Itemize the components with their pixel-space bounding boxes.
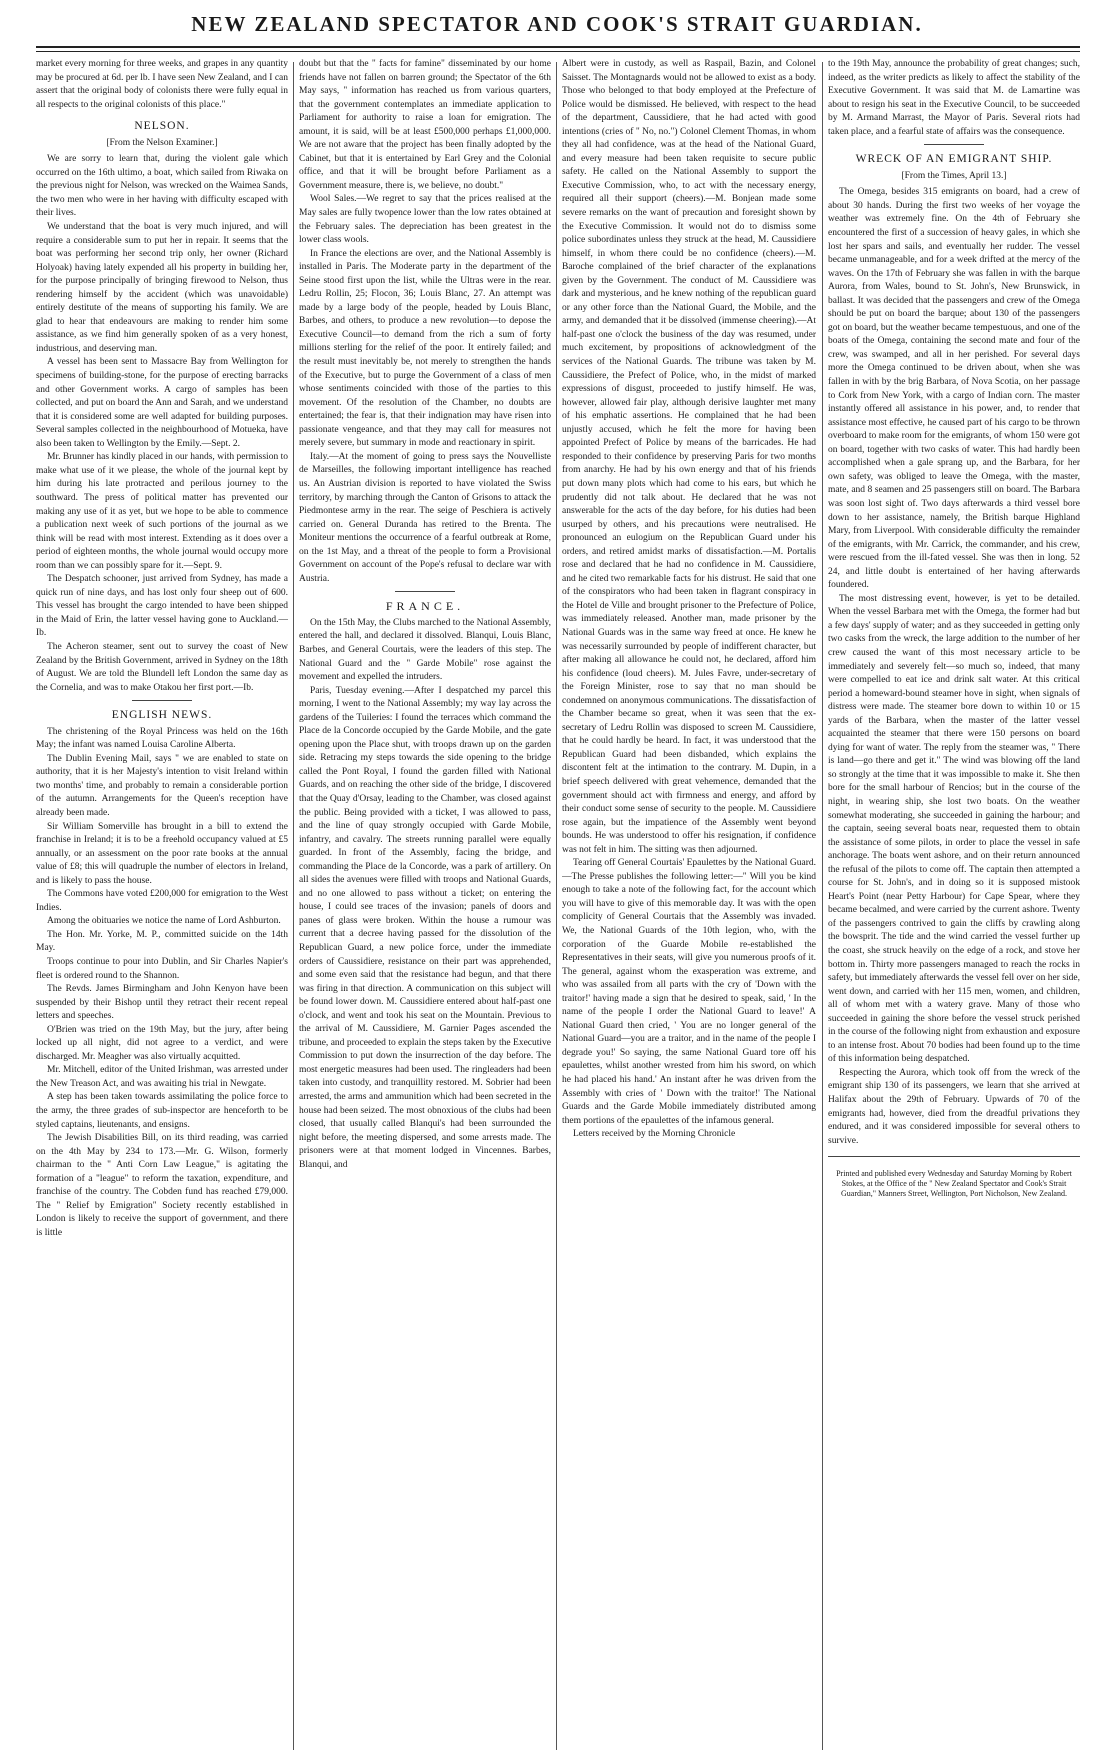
- article-paragraph: On the 15th May, the Clubs marched to the National Assembly, entered the hall, and declared it dissolved. Blanqui, Louis Blanc, Barbes, and General Courtais, were the leaders of this step. The National Guard and the " Garde Mobile" rose against the movement and expelled the intruders.: [299, 617, 551, 683]
- article-paragraph: In France the elections are over, and the National Assembly is installed in Paris. The Moderate party in the department of the Seine stood first upon the list, while the Ultras were in the rear. Ledru Rollin, 25; Flocon, 36; Louis Blanc, 27. An attempt was made by a large body of the people, headed by Louis Blanc, Barbes, and others, to produce a new revolution—to depose the Executive Council—to demand from the rich a sum of forty millions sterling for the relief of the poor. It entirely failed; and the result must inevitably be, not merely to strengthen the hands of the Executive, but to purge the Government of a class of men whose sentiments coincided with those of the parties to this movement. Of the resolution of the Chamber, no doubts are entertained; the fear is, that their indignation may have risen into passionate vengeance, and that they may call for measures not merely severe, but summary in mode and reactionary in spirit.: [299, 248, 551, 449]
- source-credit: [From the Times, April 13.]: [901, 170, 1007, 181]
- section-divider: [395, 591, 455, 592]
- article-paragraph: to the 19th May, announce the probability of great changes; such, indeed, as the writer predicts as likely to affect the stability of the Executive Government. It was said that M. de Lamartine was about to resign his seat in the Executive Council, to be succeeded by M. Armand Marrast, the Mayor of Paris. Several riots had taken place, and a fearful state of affairs was the consequence.: [828, 59, 1080, 137]
- article-paragraph: Mr. Mitchell, editor of the United Irishman, was arrested under the New Treason Act, and was awaiting his trial in Newgate.: [36, 1065, 288, 1089]
- article-paragraph: We understand that the boat is very much injured, and will require a considerable sum to put her in repair. It seems that the boat was performing her second trip only, her owner (Richard Holyoak) having lately expended all his property in building her, for the purpose principally of bringing firewood to Nelson, thus rendering himself by the accident (which was unavoidable) entirely destitute of the means of supporting his family. We are glad to hear that endeavours are making to render him some assistance, as we find him generally spoken of as a very honest, industrious, and deserving man.: [36, 222, 288, 354]
- article-paragraph: The Omega, besides 315 emigrants on board, had a crew of about 30 hands. During the first two weeks of her voyage the weather was extremely fine. On the 4th of February she encountered the first of a succession of heavy gales, in which she lost her spars and sails, and eventually her rudder. The vessel became unmanageable, and for a week drifted at the mercy of the waves. On the 17th of February she was fallen in with the barque Aurora, from Wales, bound to St. John's, New Brunswick, in ballast. It was decided that the passengers and crew of the Omega should be put on board the barque; about 130 of the passengers got on board, but the weather became tempestuous, and one of the boats of the Omega, containing the second mate and four of the crew, was swamped, and all in her perished. For several days more the Omega continued to be driven about, when she was fallen in with by the brig Barbara, of Nova Scotia, on her passage to Cork from New York, with a cargo of Indian corn. The master instantly offered all assistance in his power, and, to render that assistance most effective, he caused part of his cargo to be thrown overboard to make room for the emigrants, of whom 150 were got on board, together with two casks of water. This had hardly been accomplished when a gale sprang up, and the Barbara, for her own safety, was obliged to leave the Omega, with the master, mate, and 8 seamen and 25 passengers still on board. The Barbara was soon lost sight of. Two days afterwards a third vessel bore down to her assistance, namely, the British barque Highland Mary, from Liverpool. With considerable difficulty the remainder of the emigrants, with Mr. Carrick, the commander, and his crew, were rescued from the ill-fated vessel. She was then in long. 52 24, and little doubt is entertained of her having afterwards foundered.: [828, 187, 1080, 591]
- article-paragraph: doubt but that the " facts for famine" disseminated by our home friends have not fallen on barren ground; the Spectator of the 6th May says, " information has reached us from various quarters, that the government contemplates an immediate application to Parliament for authority to raise a loan for emigration. The amount, it is said, will be at least £500,000 perhaps £1,000,000. We are not aware that the project has been finally adopted by the Cabinet, but that it is entertained by Earl Grey and the Colonial office, and that it will be brought before Parliament as a Government measure, there is, we believe, no doubt.": [299, 59, 551, 191]
- article-paragraph: Paris, Tuesday evening.—After I despatched my parcel this morning, I went to the National Assembly; my way lay across the gardens of the Tuileries: I found the terraces which command the Place de la Concorde occupied by the Garde Mobile, and the gate opening upon the Place shut, with troops drawn up on the garden side. Retracing my steps towards the side opening to the bridge called the Pont Royal, I found the garden filled with National Guards, and on reaching the other side of the bridge, I discovered that the Quay d'Orsay, leading to the Chamber, was closed against the public. Being provided with a ticket, I was allowed to pass, and the line of quay strongly occupied with Garde Mobile, infantry, and cavalry. The streets running parallel were equally guarded. In front of the Assembly, facing the bridge, and commanding the Place de la Concorde, was a park of artillery. On all sides the avenues were filled with troops and National Guards, and no one allowed to pass without a ticket; on entering the house, I could see traces of the invasion; panels of doors and panes of glass were broken. Within the house a rumour was current that a decree having passed for the dissolution of the Republican Guard, a new police force, under the immediate orders of Caussidiere, resistance on their part was apprehended, and some even said that the resistance had begun, and that there was firing in that direction. A communication on this subject will be found lower down. M. Caussidiere entered about half-past one o'clock, and went and took his seat on the Mountain. Previous to the arrival of M. Caussidiere, M. Garnier Pages ascended the tribune, and proceeded to explain the steps taken by the Executive Commission to put down the insurrection of the day before. The most energetic measures had been used. The ringleaders had been taken into custody, and tranquillity restored. M. Sobrier had been arrested, the arms and ammunition which had been secreted in the house had been seized. The most obnoxious of the clubs had been closed, that usually called Blanqui's had been surrounded the night before, the meeting dispersed, and some arrests made. The prisoners were at that moment lodged in Vincennes. Barbes, Blanqui, and: [299, 685, 551, 1170]
- printer-imprint: Printed and published every Wednesday and Saturday Morning by Robert Stokes, at the Office of the " New Zealand Spectator and Cook's Strait Guardian," Manners Street, Wellington, Port Nicholson, New Zealand.: [836, 1169, 1072, 1199]
- article-paragraph: Mr. Brunner has kindly placed in our hands, with permission to make what use of it we please, the whole of the journal kept by him during his late protracted and perilous journey to the southward. The press of political matter has prevented our making any use of it as yet, but we hope to be able to commence a publication next week of such portions of the journal as we think will be read with most interest. Extending as it does over a period of eighteen months, the whole journal would occupy more room than we can possibly spare for it.—Sept. 9.: [36, 452, 288, 571]
- article-paragraph: O'Brien was tried on the 19th May, but the jury, after being locked up all night, did not agree to a verdict, and were discharged. Mr. Meagher was also virtually acquitted.: [36, 1024, 288, 1062]
- article-paragraph: Letters received by the Morning Chronicle: [573, 1129, 736, 1140]
- article-paragraph: A step has been taken towards assimilating the police force to the army, the three grades of sub-inspector are henceforth to be styled captains, lieutenants, and ensigns.: [36, 1092, 288, 1130]
- column-2: [299, 58, 551, 1754]
- article-paragraph: Sir William Somerville has brought in a bill to extend the franchise in Ireland; it is to be a freehold occupancy valued at £5 annually, or an assessment on the poor rate books at the annual value of £8; this will quadruple the number of electors in Ireland, and is likely to pass the house.: [36, 821, 288, 886]
- article-paragraph: Italy.—At the moment of going to press says the Nouvelliste de Marseilles, the following important intelligence has reached us. An Austrian division is reported to have violated the Swiss territory, by marching through the Canton of Grisons to attack the Piedmontese army in the rear. The seige of Peschiera is actively carried on. General Duranda has retired to the Brenta. The Moniteur mentions the occurrence of a fearful outbreak at Rome, on the 1st May, and a threat of the people to form a Provisional Government on account of the Pope's refusal to declare war with Austria.: [299, 451, 551, 584]
- column-divider: [293, 62, 294, 1750]
- article-paragraph: The Jewish Disabilities Bill, on its third reading, was carried on the 4th May by 234 to 173.—Mr. G. Wilson, formerly chairman to the " Anti Corn Law League," is agitating the formation of a "league" to reform the taxation, expenditure, and franchise of the country. The Cobden fund has reached £79,000. The " Relief by Emigration" Society recently established in London is likely to receive the support of government, and there is little: [36, 1133, 288, 1238]
- article-paragraph: The Acheron steamer, sent out to survey the coast of New Zealand by the British Government, arrived in Sydney on the 18th of August. We are told the Blundell left London the same day as the Cornelia, and was to make Otakou her first port.—Ib.: [36, 641, 288, 693]
- article-paragraph: The Dublin Evening Mail, says " we are enabled to state on authority, that it is her Majesty's intention to visit Ireland within two months' time, and probably to remain a considerable portion of the autumn. Arrangements for the Queen's reception have already been made.: [36, 753, 288, 818]
- masthead-rule-thin: [36, 51, 1080, 52]
- article-paragraph: The christening of the Royal Princess was held on the 16th May; the infant was named Louisa Caroline Alberta.: [36, 726, 288, 751]
- article-paragraph: Respecting the Aurora, which took off from the wreck of the emigrant ship 130 of its passengers, we learn that she arrived at Halifax about the 29th of February. Upwards of 70 of the emigrants had, however, died from the dreadful privations they endured, and it was considered impossible for several others to survive.: [828, 1067, 1080, 1146]
- article-paragraph: We are sorry to learn that, during the violent gale which occurred on the 16th ultimo, a boat, which sailed from Riwaka on the previous night for Nelson, was wrecked on the Waimea Sands, the two men who were in her having with difficulty escaped with their lives.: [36, 154, 288, 219]
- article-paragraph: Albert were in custody, as well as Raspail, Bazin, and Colonel Saisset. The Montagnards would not be allowed to exist as a body. Those who belonged to that body employed at the Prefecture of Police would be dismissed. He believed, with respect to the head of the department, Caussidiere, that he had acted with good intentions (cries of " No, no.") Colonel Clement Thomas, in whom they all had confidence, was at the head of the National Guard, and every measure had been taken requisite to secure public safety. He called on the National Assembly to support the Executive Commission, who, to act with the necessary energy, required all their support (cheers).—M. Bonjean made some severe remarks on the want of precaution and foresight shown by the Executive Commission. It would not do to dismiss some police subordinates unless they struck at the head, M. Caussidiere himself, in whom there could be no confidence (cheers).—M. Baroche complained of the brief character of the explanations given by the Government. The conduct of M. Caussidiere was dark and mysterious, and he knew nothing of the republican guard or any other force than the National Guard, the Mobile, and the army, and demanded that it be dissolved (immense cheering).—At half-past one o'clock the business of the day was resumed, under much excitement, by propositions of acknowledgment of the services of the National Guards. The tribune was taken by M. Caussidiere, the Prefect of Police, who, in the midst of marked expressions of disgust, proceeded to justify himself. He was, however, allowed fair play, although derisive laughter met many of his emphatic assertions. He complained that he had been unjustly accused, which he felt the more for having been appointed Prefect of Police by means of the barricades. He had responded to their confidence by preserving Paris for two months from anarchy. He had by his own energy and that of his friends put down many plots which had come to his ears, but which he prudently did not talk about. He declared that he was not answerable for the acts of the day before, for his duties had been usurped by others, and his precautions were neutralised. He pronounced an eulogium on the Republican Guard under his orders, and retired amidst marks of dissatisfaction.—M. Portalis rose and declared that he had no confidence in M. Caussidiere, and he cited two remarkable facts for his distrust. He said that one of the conspirators who had been taken in flagrant conspiracy in the Hotel de Ville and brought prisoner to the Prefecture of Police, was immediately released. Another man, made prisoner by the National Guards was in the same way freed at once. He knew he was necessarily surrounded by people of indifferent character, but after making all allowance he could not, he declared, afford him his confidence (loud cheers). M. Jules Favre, under-secretary of the Foreign Minister, rose to say that no man should be condemned on anonymous communications. The dissatisfaction of the Chamber became so great, when it was seen that the ex-secretary of Ledru Rollin was disposed to screen M. Caussidiere, that he could hardly be heard. In fact, it was understood that the Republican Guard had been disbanded, which explains the discontent felt at the intimation to the contrary. M. Dupin, in a brief speech delivered with great vehemence, demanded that the government should act with firmness and energy, and afford by their conduct some sense of security to the people. M. Caussidiere rose again, but the impatience of the Assembly went beyond bounds. He was understood to offer his resignation, if confidence was not felt in him. The sitting was then adjourned.: [562, 59, 816, 855]
- masthead-rule-thick: [36, 46, 1080, 48]
- article-paragraph: Wool Sales.—We regret to say that the prices realised at the May sales are fully twopence lower than the low rates obtained at the February sales. The depreciation has been greatest in the lower class wools.: [299, 194, 551, 246]
- newspaper-page: [36, 58, 1080, 1754]
- section-divider: [924, 144, 984, 145]
- article-paragraph: Troops continue to pour into Dublin, and Sir Charles Napier's fleet is ordered round to the Shannon.: [36, 957, 288, 981]
- column-divider: [556, 62, 557, 1750]
- section-heading: FRANCE.: [385, 599, 465, 614]
- article-paragraph: A vessel has been sent to Massacre Bay from Wellington for specimens of building-stone, for the purpose of erecting barracks and other Government works. A cargo of samples has been collected, and put on board the Ann and Sarah, and we understand that it is considered some are well adapted for building purposes. Several samples collected in the neighbourhood of Motueka, have also been taken to Wellington by the Emily.—Sept. 2.: [36, 357, 288, 449]
- article-paragraph: The most distressing event, however, is yet to be detailed. When the vessel Barbara met with the Omega, the former had but a few days' supply of water; and as they succeeded in getting only two casks from the wreck, the large addition to the number of her crew caused the want of this most necessary article to be immediately and severely felt—so much so, indeed, that many were compelled to eat ice and drink salt water. At this critical period a homeward-bound steamer hove in sight, when signals of distress were made. The steamer bore down to within 10 or 15 yards of the Barbara, when the master of the latter vessel acquainted the steamer that there were 150 persons on board dying for want of water. The reply from the steamer was, " There is land—go there and get it." The wind was blowing off the land so strongly at the time that it was impossible to make it. She then bore for the small harbour of Rencios; but in the course of the night, in wearing ship, she lost two boats. On the weather somewhat moderating, she succeeded in gaining the harbour; and the captain, seeing several boats near, requested them to obtain the assistance of some pilots, in order to place the vessel in safe anchorage. The boats went ashore, and on their return announced the refusal of the pilots to come off. The captain then attempted a course for St. John's, and in doing so it is supposed mistook Heart's Point (near Petty Harbour) for Cape Spear, where they became becalmed, and were carried by the current ashore. Twenty of the passengers contrived to gain the cliffs by crawling along the bowsprit. The tide and the wind carried the vessel further up the coast, she struck heavily on the edge of a rock, and stove her bottom in. Thirty more passengers managed to reach the rocks in safety, but immediately afterwards the vessel fell over on her side, went down, and carried with her 115 men, women, and children, all of whom met with a watery grave. Many of those who succeeded in gaining the shore before the vessel struck perished in the course of the following night from exhaustion and exposure to an intense frost. About 70 bodies had been found up to the time of this information being despatched.: [828, 593, 1080, 1065]
- article-paragraph: The Despatch schooner, just arrived from Sydney, has made a quick run of nine days, and has lost only four sheep out of 600. This vessel has brought the cargo intended to have been shipped in the Maid of Erin, the latter vessel having gone to Auckland.—Ib.: [36, 574, 288, 639]
- source-credit: [From the Nelson Examiner.]: [106, 137, 218, 148]
- imprint-divider: [828, 1156, 1080, 1157]
- section-heading: NELSON.: [134, 120, 190, 133]
- section-heading: ENGLISH NEWS.: [111, 709, 213, 722]
- column-divider: [822, 62, 823, 1750]
- section-divider: [132, 700, 192, 701]
- section-heading: WRECK OF AN EMIGRANT SHIP.: [855, 153, 1053, 166]
- article-paragraph: market every morning for three weeks, and grapes in any quantity may be procured at 6d. per lb. I have seen New Zealand, and I can assert that the original body of colonists there were fully equal in all respects to the original colonists of this place.": [36, 59, 288, 110]
- column-1: [36, 58, 288, 1754]
- article-paragraph: The Revds. James Birmingham and John Kenyon have been suspended by their Bishop until they retract their recent repeal letters and speeches.: [36, 984, 288, 1022]
- article-paragraph: The Hon. Mr. Yorke, M. P., committed suicide on the 14th May.: [36, 929, 288, 954]
- article-paragraph: Tearing off General Courtais' Epaulettes by the National Guard.—The Presse publishes the following letter:—" Will you be kind enough to take a note of the following fact, for the account which you will have to give of this memorable day. It was with the open complicity of General Courtais that the Assembly was invaded. We, the National Guards of the 10th legion, who, with the corporation of the Guarde Mobile re-established the Representatives in their seats, will give you numerous proofs of it. The general, against whom the exasperation was extreme, and who was assailed from all parts with the cry of 'Down with the traitor!' having made a sign that he desired to speak, said, ' In the name of the people I order the National Guard to leave!' A National Guard then cried, ' You are no longer general of the National Guard—you are a traitor, and in the name of the people I degrade you!' So saying, the same National Guard tore off his epaulettes, whilst another wrested from him his sword, on which he had placed his hand.' An instant after he was driven from the Assembly with cries of ' Down with the traitor!' The National Guards and the Garde Mobile immediately distributed among them portions of the epaulettes of the infamous general.: [562, 858, 816, 1126]
- column-4: [828, 58, 1080, 1754]
- article-paragraph: The Commons have voted £200,000 for emigration to the West Indies.: [36, 889, 288, 913]
- column-3: [562, 58, 816, 1754]
- article-paragraph: Among the obituaries we notice the name of Lord Ashburton.: [47, 916, 281, 927]
- newspaper-masthead: NEW ZEALAND SPECTATOR AND COOK'S STRAIT GUARDIAN.: [191, 12, 923, 36]
